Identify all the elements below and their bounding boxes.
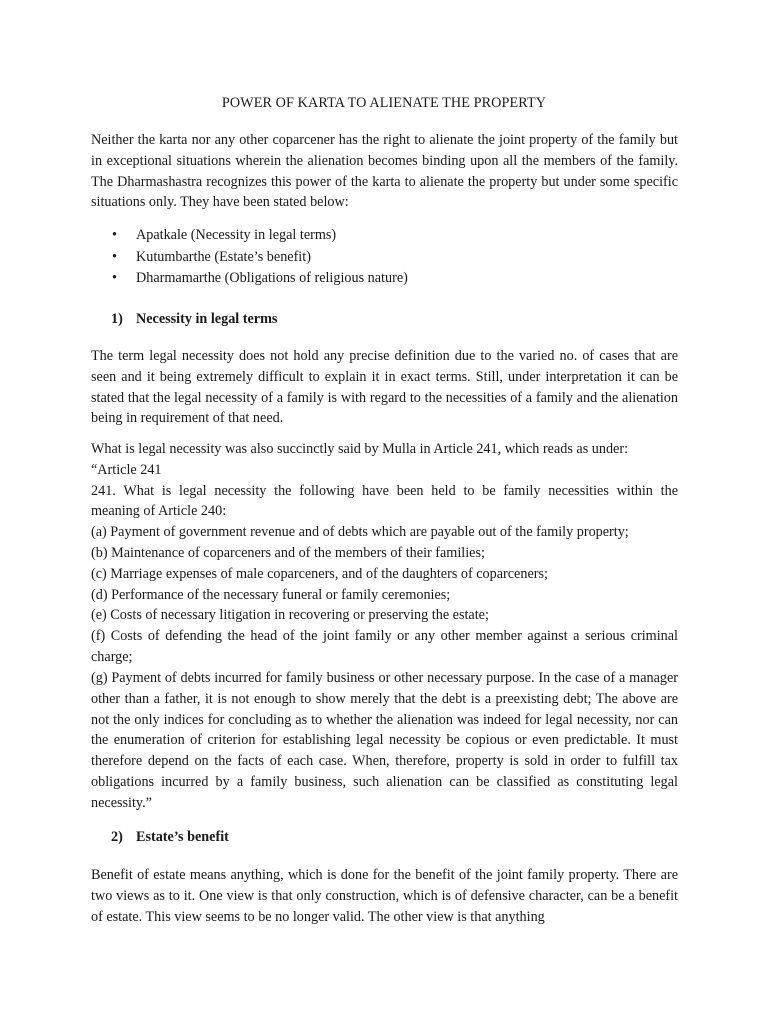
bullet-icon: • — [112, 270, 117, 286]
quote-line: meaning of Article 240: — [91, 503, 227, 520]
quote-line: (f) Costs of defending the head of the joint family or any other member against a serious criminal — [91, 628, 678, 645]
section-heading-2 — [111, 829, 229, 846]
intro-paragraph: Neither the karta nor any other coparcener has the right to alienate the joint property of the family but in exceptional situations wherein the alienation becomes binding upon all the members of the family. The Dharmashastra recognizes this power of the karta to alienate the property but under some specific situations only. They have been stated below: — [91, 132, 678, 211]
section1-paragraph: The term legal necessity does not hold any precise definition due to the varied no. of cases that are seen and it being extremely difficult to explain it in exact terms. Still, under interpretation it can be stated that the legal necessity of a family is with regard to the necessities of a family and the alienation being in requirement of that need. — [91, 348, 678, 427]
section1-closing: (g) Payment of debts incurred for family business or other necessary purpose. In the case of a manager other than a father, it is not enough to show merely that the debt is a preexisting debt; The above are not the only indices for concluding as to whether the alienation was indeed for legal necessity, nor can the enumeration of criterion for establishing legal necessity be copious or even predictable. It must therefore depend on the facts of each case. When, therefore, property is sold in order to fulfill tax obligations incurred by a family business, such alienation can be classified as constituting legal necessity.” — [91, 670, 678, 811]
quote-line: (c) Marriage expenses of male coparceners, and of the daughters of coparceners; — [91, 565, 548, 582]
quote-line: (d) Performance of the necessary funeral or family ceremonies; — [91, 586, 451, 603]
section-number: 2) — [111, 829, 123, 845]
list-item: • Kutumbarthe (Estate’s benefit) — [91, 247, 678, 269]
bullet-icon: • — [112, 248, 117, 265]
quote-line: (b) Maintenance of coparceners and of the members of their families; — [91, 544, 485, 561]
bullet-icon: • — [112, 227, 117, 243]
section-heading-1 — [111, 311, 277, 328]
quote-line: “Article 241 — [91, 461, 162, 478]
bullet-list — [91, 225, 678, 290]
section-number: 1) — [111, 311, 123, 327]
section-title: Necessity in legal terms — [136, 311, 278, 327]
article-quote — [91, 439, 678, 668]
list-item: • Dharmamarthe (Obligations of religious nature) — [91, 268, 678, 290]
quote-line: (e) Costs of necessary litigation in recovering or preserving the estate; — [91, 607, 489, 624]
section-title: Estate’s benefit — [136, 829, 229, 845]
quote-line: (a) Payment of government revenue and of debts which are payable out of the family property; — [91, 524, 629, 541]
quote-line: charge; — [91, 648, 133, 665]
list-item: • Apatkale (Necessity in legal terms) — [91, 225, 678, 247]
quote-line: 241. What is legal necessity the following have been held to be family necessities within the — [91, 482, 678, 499]
section2-paragraph: Benefit of estate means anything, which is done for the benefit of the joint family property. There are two views as to it. One view is that only construction, which is of defensive character, can be a benefit of estate. This view seems to be no longer valid. The other view is that anything — [91, 867, 678, 925]
quote-line: What is legal necessity was also succinctly said by Mulla in Article 241, which reads as under: — [91, 441, 629, 457]
document-title: POWER OF KARTA TO ALIENATE THE PROPERTY — [221, 95, 547, 111]
